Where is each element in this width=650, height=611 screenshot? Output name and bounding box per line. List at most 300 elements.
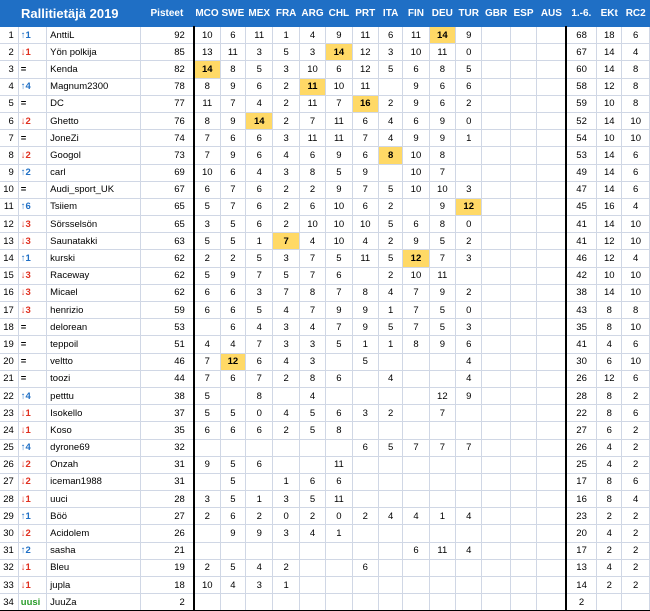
- event-score: 6: [403, 112, 429, 129]
- event-score: 8: [220, 61, 245, 78]
- event-score: [537, 405, 566, 422]
- event-header: DEU: [429, 0, 455, 27]
- table-row: [0, 78, 650, 95]
- summary-score: 14: [597, 284, 622, 301]
- event-score: [482, 147, 510, 164]
- event-score: 7: [246, 370, 273, 387]
- table-row: [0, 405, 650, 422]
- event-score: 0: [456, 112, 482, 129]
- rank-cell: 10: [0, 181, 18, 198]
- event-score: [510, 181, 536, 198]
- summary-score: 10: [622, 216, 650, 233]
- summary-score: 17: [566, 542, 596, 559]
- position-change: =: [18, 353, 46, 370]
- event-score: [403, 422, 429, 439]
- position-change: ↓3: [18, 284, 46, 301]
- event-score: [326, 353, 352, 370]
- player-name: Ghetto: [47, 112, 140, 129]
- table-row: [0, 112, 650, 129]
- event-score: 8: [403, 336, 429, 353]
- event-score: 6: [246, 456, 273, 473]
- event-score: 0: [456, 302, 482, 319]
- event-score: [456, 164, 482, 181]
- event-score: [537, 577, 566, 594]
- event-score: [403, 353, 429, 370]
- total-points: 59: [140, 302, 194, 319]
- event-score: 4: [273, 302, 299, 319]
- position-change: ↓3: [18, 233, 46, 250]
- event-score: [429, 473, 455, 490]
- event-score: 6: [220, 370, 245, 387]
- event-score: [456, 422, 482, 439]
- event-score: [482, 198, 510, 215]
- event-score: 4: [378, 112, 402, 129]
- summary-score: 10: [597, 95, 622, 112]
- event-score: 4: [273, 353, 299, 370]
- total-points: 62: [140, 284, 194, 301]
- event-score: [456, 525, 482, 542]
- event-score: [482, 233, 510, 250]
- event-score: [510, 559, 536, 576]
- player-name: Böö: [47, 508, 140, 525]
- event-score: 5: [378, 250, 402, 267]
- event-score: 5: [352, 353, 378, 370]
- summary-score: 8: [622, 78, 650, 95]
- summary-score: 18: [597, 27, 622, 44]
- event-score: 1: [352, 336, 378, 353]
- event-score: 4: [378, 370, 402, 387]
- player-name: Bleu: [47, 559, 140, 576]
- event-score: 6: [326, 473, 352, 490]
- event-score: 9: [326, 147, 352, 164]
- event-score: 8: [429, 147, 455, 164]
- event-score: [482, 370, 510, 387]
- summary-score: 41: [566, 336, 596, 353]
- event-score: [456, 405, 482, 422]
- event-score: 5: [299, 405, 325, 422]
- event-score: 10: [326, 233, 352, 250]
- total-points: 35: [140, 422, 194, 439]
- event-score: [482, 216, 510, 233]
- event-score: [299, 594, 325, 611]
- event-score: [429, 353, 455, 370]
- event-score: 5: [378, 61, 402, 78]
- summary-score: 10: [622, 353, 650, 370]
- event-score: 3: [273, 130, 299, 147]
- event-score: 11: [326, 112, 352, 129]
- event-score: 9: [194, 456, 220, 473]
- event-score: [482, 559, 510, 576]
- event-score: [456, 559, 482, 576]
- player-name: Audi_sport_UK: [47, 181, 140, 198]
- event-score: 6: [403, 542, 429, 559]
- points-header: Pisteet: [140, 0, 194, 27]
- event-score: [537, 112, 566, 129]
- event-score: 2: [456, 95, 482, 112]
- event-score: 10: [299, 216, 325, 233]
- table-row: [0, 233, 650, 250]
- total-points: 85: [140, 44, 194, 61]
- event-score: [537, 439, 566, 456]
- event-score: 5: [299, 491, 325, 508]
- event-score: 7: [299, 112, 325, 129]
- event-score: [326, 439, 352, 456]
- event-score: 10: [194, 164, 220, 181]
- summary-score: 58: [566, 78, 596, 95]
- event-score: [326, 594, 352, 611]
- table-row: [0, 216, 650, 233]
- total-points: 76: [140, 112, 194, 129]
- player-name: delorean: [47, 319, 140, 336]
- summary-score: 6: [597, 422, 622, 439]
- event-score: [510, 594, 536, 611]
- event-score: 3: [456, 181, 482, 198]
- rank-cell: 5: [0, 95, 18, 112]
- event-score: 4: [246, 559, 273, 576]
- player-name: jupla: [47, 577, 140, 594]
- event-score: [378, 78, 402, 95]
- rank-cell: 23: [0, 405, 18, 422]
- event-score: [352, 594, 378, 611]
- standings-body: [0, 27, 650, 611]
- player-name: Saunatakki: [47, 233, 140, 250]
- total-points: 82: [140, 61, 194, 78]
- event-score: 6: [352, 198, 378, 215]
- event-score: 2: [273, 422, 299, 439]
- event-score: 7: [403, 302, 429, 319]
- summary-score: 30: [566, 353, 596, 370]
- event-score: 11: [220, 44, 245, 61]
- event-score: [273, 542, 299, 559]
- total-points: 62: [140, 267, 194, 284]
- event-score: [510, 61, 536, 78]
- summary-score: 27: [566, 422, 596, 439]
- event-score: [352, 473, 378, 490]
- position-change: ↑4: [18, 78, 46, 95]
- event-score: 10: [403, 267, 429, 284]
- event-score: [482, 27, 510, 44]
- rank-cell: 26: [0, 456, 18, 473]
- event-score: 6: [246, 181, 273, 198]
- event-score: 9: [403, 233, 429, 250]
- event-score: 6: [403, 61, 429, 78]
- event-score: [429, 525, 455, 542]
- event-score: 9: [352, 302, 378, 319]
- event-score: [352, 387, 378, 404]
- summary-score: 12: [597, 250, 622, 267]
- event-score: 9: [220, 112, 245, 129]
- summary-score: 2: [597, 508, 622, 525]
- event-score: 3: [273, 336, 299, 353]
- event-score: 6: [246, 198, 273, 215]
- event-score: 16: [352, 95, 378, 112]
- event-score: [510, 302, 536, 319]
- summary-score: 41: [566, 233, 596, 250]
- position-change: ↓2: [18, 473, 46, 490]
- event-score: 6: [194, 422, 220, 439]
- summary-score: 45: [566, 198, 596, 215]
- summary-score: 20: [566, 525, 596, 542]
- event-score: 9: [429, 112, 455, 129]
- event-score: 12: [456, 198, 482, 215]
- summary-score: 47: [566, 181, 596, 198]
- event-score: [510, 95, 536, 112]
- summary-score: 53: [566, 147, 596, 164]
- event-score: 11: [326, 491, 352, 508]
- rank-cell: 7: [0, 130, 18, 147]
- summary-score: 2: [566, 594, 596, 611]
- total-points: 31: [140, 473, 194, 490]
- event-score: [429, 370, 455, 387]
- event-score: 5: [326, 336, 352, 353]
- table-row: [0, 508, 650, 525]
- event-score: [352, 525, 378, 542]
- position-change: ↓2: [18, 525, 46, 542]
- total-points: 38: [140, 387, 194, 404]
- event-score: 6: [326, 405, 352, 422]
- event-score: 6: [456, 78, 482, 95]
- event-score: [537, 284, 566, 301]
- event-score: [378, 559, 402, 576]
- event-score: [537, 147, 566, 164]
- event-score: 3: [273, 319, 299, 336]
- summary-score: 2: [622, 422, 650, 439]
- table-row: [0, 319, 650, 336]
- event-score: 6: [352, 559, 378, 576]
- event-score: [510, 525, 536, 542]
- event-score: 2: [378, 233, 402, 250]
- rank-cell: 31: [0, 542, 18, 559]
- event-header: ITA: [378, 0, 402, 27]
- event-score: 4: [456, 353, 482, 370]
- event-header: AUS: [537, 0, 566, 27]
- event-score: 11: [403, 27, 429, 44]
- total-points: 73: [140, 147, 194, 164]
- event-score: 10: [403, 181, 429, 198]
- rank-cell: 32: [0, 559, 18, 576]
- summary-score: 8: [622, 61, 650, 78]
- event-score: [378, 473, 402, 490]
- event-score: [194, 473, 220, 490]
- event-score: 4: [299, 27, 325, 44]
- summary-score: 6: [622, 405, 650, 422]
- event-score: 9: [326, 302, 352, 319]
- summary-score: 4: [597, 559, 622, 576]
- summary-score: 38: [566, 284, 596, 301]
- event-score: 6: [220, 284, 245, 301]
- event-score: 6: [456, 336, 482, 353]
- event-score: [482, 508, 510, 525]
- event-score: [194, 594, 220, 611]
- event-score: [510, 250, 536, 267]
- summary-score: 2: [622, 439, 650, 456]
- event-score: 7: [194, 353, 220, 370]
- summary-score: 8: [622, 302, 650, 319]
- event-score: 11: [352, 78, 378, 95]
- summary-score: 6: [622, 336, 650, 353]
- event-score: 7: [403, 284, 429, 301]
- event-score: 12: [429, 387, 455, 404]
- table-row: [0, 302, 650, 319]
- event-score: [299, 439, 325, 456]
- event-score: [403, 559, 429, 576]
- summary-score: 10: [622, 319, 650, 336]
- total-points: 92: [140, 27, 194, 44]
- event-score: 10: [403, 44, 429, 61]
- event-score: 3: [299, 44, 325, 61]
- event-score: 11: [326, 130, 352, 147]
- table-row: [0, 250, 650, 267]
- player-name: iceman1988: [47, 473, 140, 490]
- event-score: [378, 164, 402, 181]
- rank-cell: 4: [0, 78, 18, 95]
- event-score: 7: [246, 336, 273, 353]
- event-score: [482, 439, 510, 456]
- event-score: [456, 577, 482, 594]
- position-change: ↑4: [18, 387, 46, 404]
- rank-cell: 22: [0, 387, 18, 404]
- event-score: [352, 267, 378, 284]
- event-score: 3: [299, 336, 325, 353]
- event-score: 3: [273, 250, 299, 267]
- event-score: 1: [273, 473, 299, 490]
- event-score: [482, 250, 510, 267]
- player-name: petttu: [47, 387, 140, 404]
- event-score: 4: [273, 147, 299, 164]
- position-change: =: [18, 181, 46, 198]
- event-score: 2: [273, 216, 299, 233]
- rank-cell: 20: [0, 353, 18, 370]
- player-name: Sörsselsön: [47, 216, 140, 233]
- event-score: 0: [326, 508, 352, 525]
- event-score: [510, 112, 536, 129]
- event-header: GBR: [482, 0, 510, 27]
- event-score: 10: [429, 181, 455, 198]
- event-score: [510, 164, 536, 181]
- event-score: 4: [456, 542, 482, 559]
- event-score: 6: [299, 147, 325, 164]
- event-score: 2: [194, 559, 220, 576]
- event-score: [537, 525, 566, 542]
- event-score: [378, 594, 402, 611]
- summary-score: 14: [597, 181, 622, 198]
- summary-score: 4: [597, 439, 622, 456]
- event-score: [194, 525, 220, 542]
- position-change: ↑1: [18, 27, 46, 44]
- event-score: [482, 319, 510, 336]
- summary-score: 46: [566, 250, 596, 267]
- event-score: 14: [326, 44, 352, 61]
- event-score: 6: [299, 473, 325, 490]
- summary-score: 2: [597, 542, 622, 559]
- total-points: 65: [140, 216, 194, 233]
- event-score: 4: [456, 508, 482, 525]
- event-score: [482, 95, 510, 112]
- event-score: [273, 439, 299, 456]
- event-score: 3: [273, 491, 299, 508]
- event-score: [482, 44, 510, 61]
- event-score: 2: [194, 250, 220, 267]
- event-score: [482, 302, 510, 319]
- event-score: [299, 577, 325, 594]
- event-score: [482, 473, 510, 490]
- event-score: 9: [220, 525, 245, 542]
- summary-score: 17: [566, 473, 596, 490]
- event-score: 5: [220, 473, 245, 490]
- event-score: 6: [220, 508, 245, 525]
- event-score: [510, 405, 536, 422]
- event-score: 5: [194, 267, 220, 284]
- event-score: 6: [326, 61, 352, 78]
- event-score: [482, 336, 510, 353]
- table-row: [0, 387, 650, 404]
- event-score: 5: [220, 559, 245, 576]
- event-score: [220, 439, 245, 456]
- event-score: 7: [403, 439, 429, 456]
- player-name: sasha: [47, 542, 140, 559]
- total-points: 63: [140, 233, 194, 250]
- event-score: [482, 405, 510, 422]
- event-score: 1: [378, 302, 402, 319]
- event-score: 3: [378, 44, 402, 61]
- event-score: [299, 542, 325, 559]
- event-score: 7: [299, 267, 325, 284]
- summary-score: 23: [566, 508, 596, 525]
- table-row: [0, 147, 650, 164]
- event-score: [482, 61, 510, 78]
- player-name: Yön polkija: [47, 44, 140, 61]
- event-score: [352, 491, 378, 508]
- event-score: 7: [220, 181, 245, 198]
- position-change: =: [18, 61, 46, 78]
- event-score: 9: [456, 27, 482, 44]
- table-row: [0, 525, 650, 542]
- event-score: 5: [194, 198, 220, 215]
- summary-score: 6: [622, 473, 650, 490]
- rank-cell: 2: [0, 44, 18, 61]
- position-change: ↓3: [18, 216, 46, 233]
- event-score: 1: [246, 233, 273, 250]
- summary-score: 16: [597, 198, 622, 215]
- event-score: [537, 78, 566, 95]
- event-score: [537, 130, 566, 147]
- event-score: 7: [429, 405, 455, 422]
- event-score: [510, 44, 536, 61]
- event-score: 13: [194, 44, 220, 61]
- event-score: 7: [429, 164, 455, 181]
- position-change: ↓2: [18, 456, 46, 473]
- event-score: [510, 353, 536, 370]
- event-score: 2: [352, 508, 378, 525]
- rank-cell: 6: [0, 112, 18, 129]
- summary-score: 10: [597, 130, 622, 147]
- event-score: 0: [273, 508, 299, 525]
- total-points: 44: [140, 370, 194, 387]
- event-score: 3: [246, 577, 273, 594]
- event-score: [352, 456, 378, 473]
- player-name: kurski: [47, 250, 140, 267]
- event-score: [537, 250, 566, 267]
- event-score: [510, 542, 536, 559]
- event-score: [194, 319, 220, 336]
- table-title: Rallitietäjä 2019: [0, 0, 140, 27]
- event-score: 9: [246, 525, 273, 542]
- event-score: 8: [429, 61, 455, 78]
- total-points: 31: [140, 456, 194, 473]
- position-change: ↓2: [18, 112, 46, 129]
- event-score: 11: [429, 542, 455, 559]
- event-score: [482, 78, 510, 95]
